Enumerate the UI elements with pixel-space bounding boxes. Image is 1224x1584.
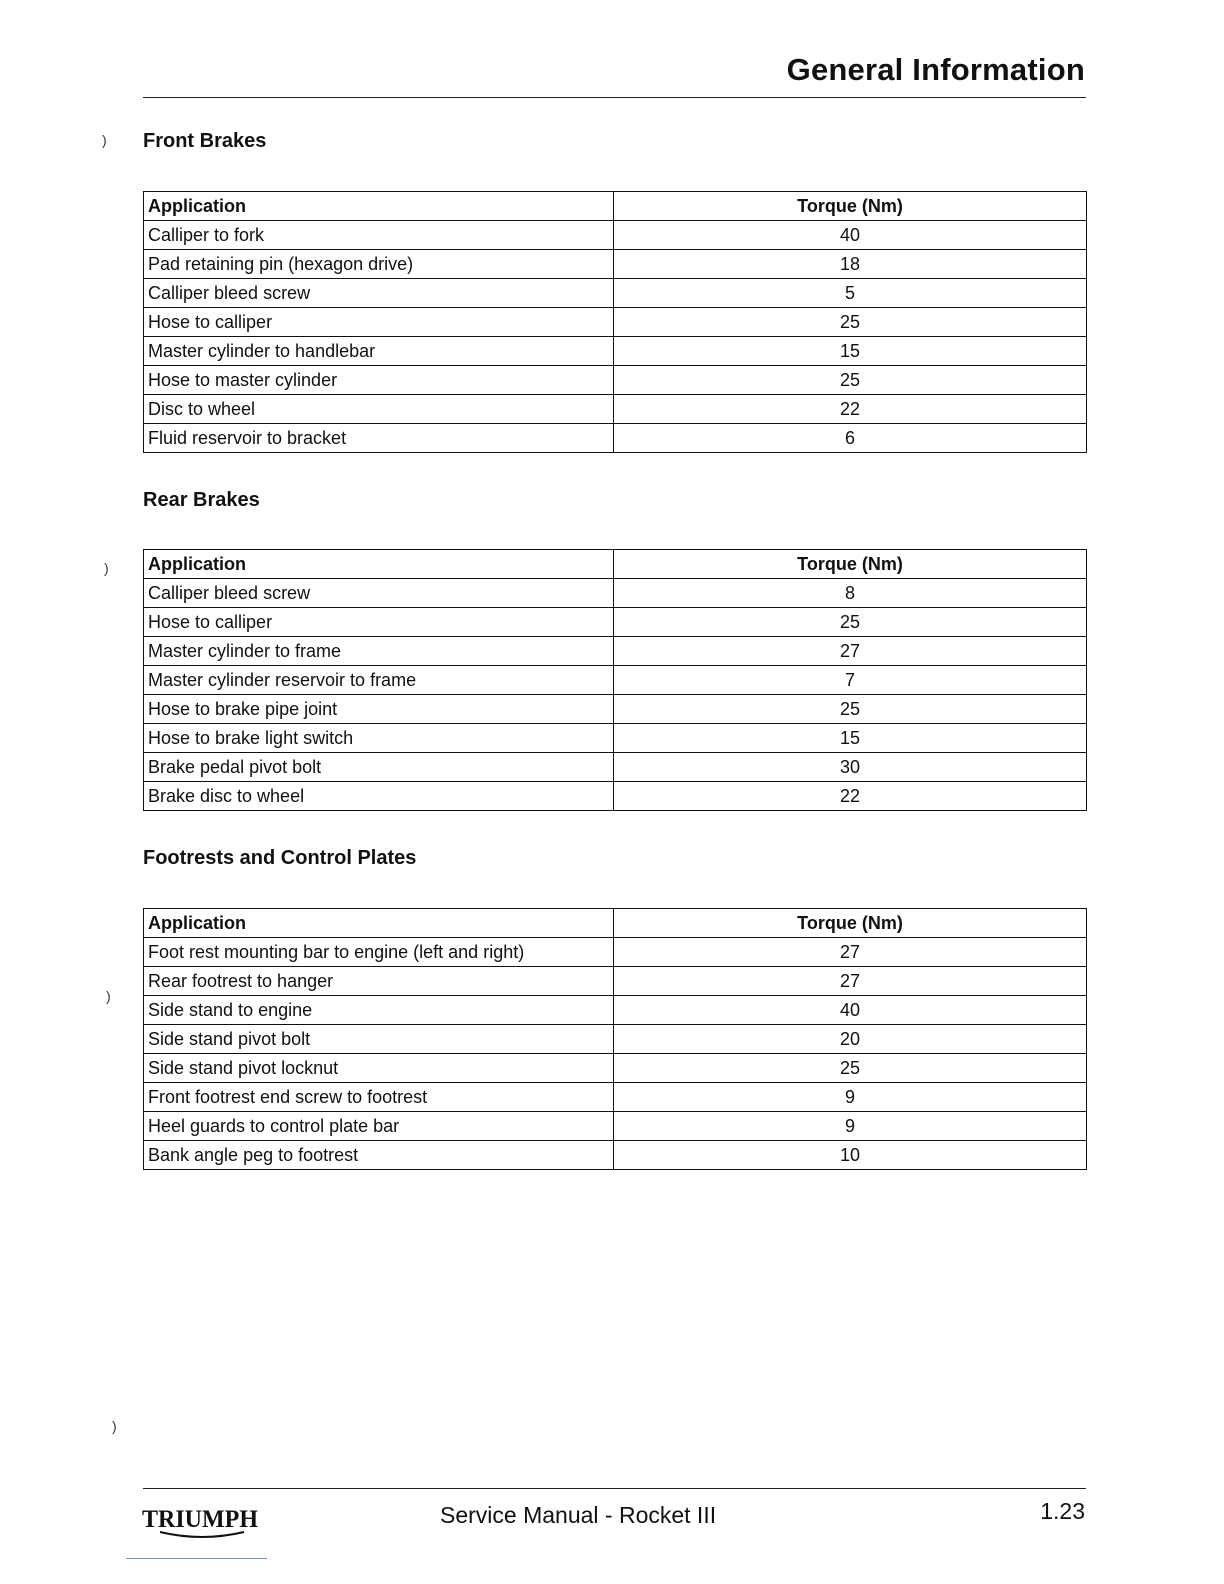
- footer-title: Service Manual - Rocket III: [440, 1502, 717, 1528]
- torque-cell: 8: [614, 579, 1087, 608]
- header-divider: [143, 97, 1086, 98]
- table-row: [144, 1083, 1087, 1112]
- application-cell: Calliper to fork: [144, 221, 614, 250]
- application-cell: Front footrest end screw to footrest: [144, 1083, 614, 1112]
- torque-cell: 10: [614, 1141, 1087, 1170]
- application-cell: Master cylinder to handlebar: [144, 337, 614, 366]
- table-row: [144, 1112, 1087, 1141]
- table-row: [144, 724, 1087, 753]
- application-cell: Foot rest mounting bar to engine (left and right): [144, 938, 614, 967]
- table-row: [144, 637, 1087, 666]
- column-header-torque: Torque (Nm): [614, 192, 1087, 221]
- torque-cell: 27: [614, 938, 1087, 967]
- torque-cell: 40: [614, 221, 1087, 250]
- torque-cell: 30: [614, 753, 1087, 782]
- page-title: General Information: [786, 52, 1085, 87]
- table-row: [144, 666, 1087, 695]
- section-title-rear-brakes: Rear Brakes: [143, 489, 260, 511]
- column-header-application: Application: [144, 192, 614, 221]
- table-row: [144, 967, 1087, 996]
- application-cell: Rear footrest to hanger: [144, 967, 614, 996]
- torque-cell: 25: [614, 1054, 1087, 1083]
- torque-cell: 40: [614, 996, 1087, 1025]
- table-row: [144, 1141, 1087, 1170]
- application-cell: Heel guards to control plate bar: [144, 1112, 614, 1141]
- application-cell: Master cylinder reservoir to frame: [144, 666, 614, 695]
- table-row: [144, 366, 1087, 395]
- table-row: [144, 279, 1087, 308]
- table-row: [144, 608, 1087, 637]
- application-cell: Hose to master cylinder: [144, 366, 614, 395]
- application-cell: Master cylinder to frame: [144, 637, 614, 666]
- margin-mark: ): [112, 1418, 117, 1434]
- table-row: [144, 221, 1087, 250]
- torque-cell: 25: [614, 308, 1087, 337]
- application-cell: Hose to brake light switch: [144, 724, 614, 753]
- application-cell: Brake pedal pivot bolt: [144, 753, 614, 782]
- column-header-torque: Torque (Nm): [614, 550, 1087, 579]
- page-number: 1.23: [1040, 1498, 1085, 1524]
- rear-brakes-table: [143, 549, 1087, 811]
- column-header-torque: Torque (Nm): [614, 909, 1087, 938]
- torque-cell: 9: [614, 1112, 1087, 1141]
- torque-cell: 9: [614, 1083, 1087, 1112]
- application-cell: Side stand pivot bolt: [144, 1025, 614, 1054]
- table-row: [144, 1054, 1087, 1083]
- application-cell: Hose to brake pipe joint: [144, 695, 614, 724]
- torque-cell: 15: [614, 724, 1087, 753]
- table-row: [144, 695, 1087, 724]
- table-header-row: [144, 550, 1087, 579]
- table-row: [144, 996, 1087, 1025]
- column-header-application: Application: [144, 550, 614, 579]
- application-cell: Side stand to engine: [144, 996, 614, 1025]
- table-row: [144, 782, 1087, 811]
- section-title-footrests: Footrests and Control Plates: [143, 847, 417, 869]
- table-row: [144, 424, 1087, 453]
- torque-cell: 7: [614, 666, 1087, 695]
- table-row: [144, 308, 1087, 337]
- torque-cell: 27: [614, 967, 1087, 996]
- logo-underline: [126, 1558, 267, 1559]
- torque-cell: 5: [614, 279, 1087, 308]
- table-header-row: [144, 192, 1087, 221]
- torque-cell: 22: [614, 395, 1087, 424]
- application-cell: Bank angle peg to footrest: [144, 1141, 614, 1170]
- table-row: [144, 250, 1087, 279]
- column-header-application: Application: [144, 909, 614, 938]
- table-row: [144, 1025, 1087, 1054]
- table-row: [144, 337, 1087, 366]
- torque-cell: 25: [614, 608, 1087, 637]
- logo-wordmark: TRIUMPH: [142, 1506, 259, 1533]
- section-title-front-brakes: Front Brakes: [143, 130, 267, 152]
- application-cell: Calliper bleed screw: [144, 579, 614, 608]
- application-cell: Brake disc to wheel: [144, 782, 614, 811]
- torque-cell: 20: [614, 1025, 1087, 1054]
- application-cell: Fluid reservoir to bracket: [144, 424, 614, 453]
- margin-mark: ): [106, 988, 111, 1004]
- torque-cell: 27: [614, 637, 1087, 666]
- footrests-table: [143, 908, 1087, 1170]
- application-cell: Hose to calliper: [144, 308, 614, 337]
- torque-cell: 15: [614, 337, 1087, 366]
- torque-cell: 22: [614, 782, 1087, 811]
- application-cell: Side stand pivot locknut: [144, 1054, 614, 1083]
- torque-cell: 6: [614, 424, 1087, 453]
- torque-cell: 25: [614, 366, 1087, 395]
- table-row: [144, 938, 1087, 967]
- table-row: [144, 395, 1087, 424]
- application-cell: Disc to wheel: [144, 395, 614, 424]
- application-cell: Calliper bleed screw: [144, 279, 614, 308]
- torque-cell: 18: [614, 250, 1087, 279]
- front-brakes-table: [143, 191, 1087, 453]
- table-row: [144, 579, 1087, 608]
- torque-cell: 25: [614, 695, 1087, 724]
- margin-mark: ): [104, 560, 109, 576]
- footer-divider: [143, 1488, 1086, 1489]
- triumph-logo: [140, 1502, 264, 1542]
- application-cell: Hose to calliper: [144, 608, 614, 637]
- table-header-row: [144, 909, 1087, 938]
- table-row: [144, 753, 1087, 782]
- application-cell: Pad retaining pin (hexagon drive): [144, 250, 614, 279]
- margin-mark: ): [102, 132, 107, 148]
